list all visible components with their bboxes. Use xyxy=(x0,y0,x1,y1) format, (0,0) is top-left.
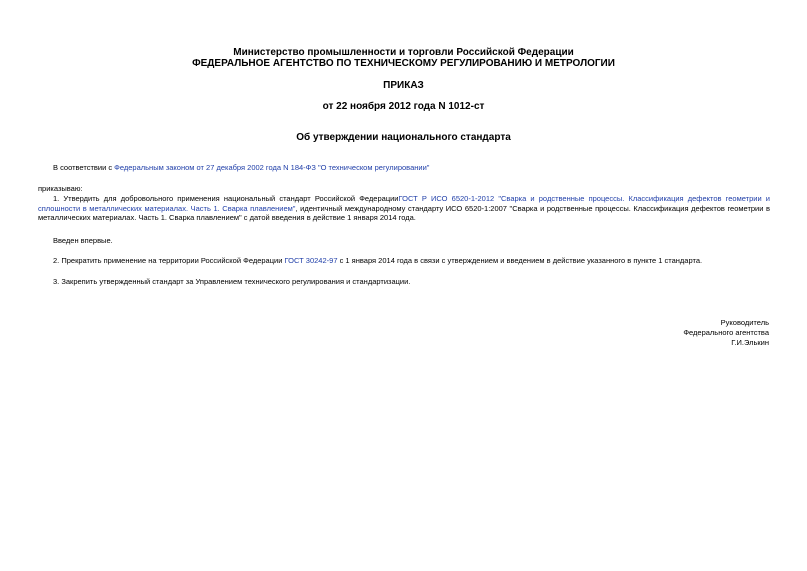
preamble-text: В соответствии с xyxy=(53,163,115,172)
item-1-suffix: , идентичный международному стандарту ИСО 6520-1:2007 "Сварка и родственные процессы. Классификация дефектов геометрии в металлических материалах. Часть 1. Сварка плавлением" с датой введения в действие 1 января 2014 года. xyxy=(38,203,770,222)
item-2-text: 2. Прекратить применение на территории Российской Федерации xyxy=(53,256,285,265)
federal-law-link[interactable]: Федеральным законом от 27 декабря 2002 года N 184-ФЗ "О техническом регулировании" xyxy=(114,163,430,172)
document-type: ПРИКАЗ xyxy=(383,80,424,91)
ministry-title: Министерство промышленности и торговли Российской Федерации xyxy=(233,47,574,58)
signature-name: Г.И.Элькин xyxy=(731,338,769,347)
item-3-paragraph: 3. Закрепить утвержденный стандарт за Управлением технического регулирования и стандартизации. xyxy=(53,277,411,286)
signature-line-1: Руководитель xyxy=(720,318,769,327)
preamble-paragraph xyxy=(53,163,773,173)
gost-r-iso-6520-link[interactable]: ГОСТ Р ИСО 6520-1-2012 "Сварка и родственные процессы. Классификация дефектов геометрии и сплошности в металлических материалах. Часть 1. Сварка плавлением" xyxy=(38,194,770,213)
item-1-text: 1. Утвердить для добровольного применения национальный стандарт Российской Федерации xyxy=(53,194,399,203)
agency-title: ФЕДЕРАЛЬНОЕ АГЕНТСТВО ПО ТЕХНИЧЕСКОМУ РЕГУЛИРОВАНИЮ И МЕТРОЛОГИИ xyxy=(192,58,615,69)
order-word: приказываю: xyxy=(38,184,83,193)
signature-line-2: Федерального агентства xyxy=(683,328,769,337)
item-1-paragraph xyxy=(38,194,770,223)
gost-30242-link[interactable]: ГОСТ 30242-97 xyxy=(284,256,338,265)
document-date: от 22 ноября 2012 года N 1012-ст xyxy=(322,101,485,112)
item-2-suffix: с 1 января 2014 года в связи с утверждением и введением в действие указанного в пункте 1 стандарта. xyxy=(337,256,703,265)
document-subject: Об утверждении национального стандарта xyxy=(296,132,511,143)
introduced-note: Введен впервые. xyxy=(53,236,113,245)
item-2-paragraph xyxy=(53,256,773,266)
